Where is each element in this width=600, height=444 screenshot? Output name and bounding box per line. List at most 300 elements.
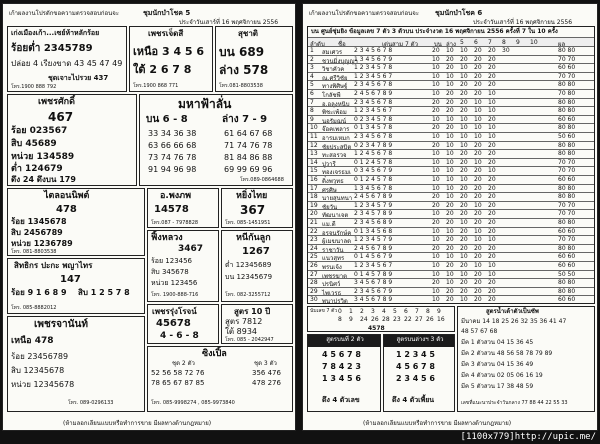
box-phone: โทร. 085-1451951	[225, 220, 271, 226]
table-cell: 20	[474, 141, 482, 149]
col-header: 6	[474, 39, 478, 46]
table-cell: 24	[310, 244, 318, 252]
table-cell: 10	[446, 193, 454, 201]
table-cell: 10	[474, 201, 482, 209]
table-cell: 10	[488, 262, 496, 269]
table-cell: ทางพิศิษฐ์	[322, 83, 348, 91]
box-line: สิบ 12345678	[11, 366, 65, 375]
box-title: หนีกันลูก	[236, 233, 271, 243]
formula-line: มีค 1 ตัวสวน 04 15 36 45	[461, 339, 534, 346]
box-finglaung	[147, 230, 219, 302]
box-title: ฟิ้งหลวง	[151, 233, 183, 243]
table-cell: 10	[474, 124, 482, 132]
box-line: สิบ 1 2 5 7 8	[78, 288, 130, 297]
table-cell: ทะสอรวจ	[322, 152, 347, 160]
formula-a-num: 1 3 4 5 6	[322, 374, 361, 383]
digit-cell: 1	[349, 308, 353, 315]
table-cell: 20	[488, 47, 496, 54]
table-cell: 1 2 3 4 5 6 7	[354, 72, 393, 80]
table-cell: 80 80	[558, 47, 576, 54]
left-page-footer: (ห้ามลอกเลียนแบบหรือทำการขาย มีผลทางด้านกฎหมาย)	[63, 420, 212, 427]
table-cell: อรจนรักษ์ค	[322, 229, 352, 237]
table-cell: 15	[310, 167, 318, 175]
table-cell: 20	[474, 47, 482, 54]
right-header-note: เก้าผลงานโปรดักขอความตรวจสอบก่อนจะ	[309, 10, 419, 17]
watermark-url[interactable]: [1100x779]http://upic.me/	[460, 432, 596, 442]
table-cell: 10	[432, 210, 440, 218]
box-line: 52 56 58 72 76	[151, 369, 205, 377]
table-cell: ทัฒนาเจต	[322, 212, 349, 220]
box-petchjanan	[7, 316, 145, 412]
formula-b-num: 1 2 3 4 5	[396, 350, 435, 359]
count-cell: 8	[338, 316, 342, 323]
table-cell: 20	[474, 287, 482, 295]
box-line: บน 689	[219, 45, 265, 59]
table-cell: 20	[460, 55, 468, 63]
count-cell: 28	[382, 316, 390, 323]
count-cell: 23	[393, 316, 401, 323]
table-cell: 10	[446, 81, 454, 89]
table-cell: 10	[474, 115, 482, 123]
box-mahafalan	[139, 94, 293, 186]
table-cell: 10	[432, 253, 440, 261]
table-cell: 70 70	[558, 210, 576, 218]
table-cell: ปรนิศว์	[322, 281, 341, 289]
table-cell: 10	[488, 124, 496, 132]
col-header: ลำดับ	[310, 41, 325, 47]
table-cell: 60 60	[558, 115, 576, 123]
count-cell: 26	[426, 316, 434, 323]
table-cell: 10	[474, 236, 482, 244]
box-line: 61 64 67 68	[224, 129, 273, 138]
count-cell: 9	[349, 316, 353, 323]
table-cell: 10	[460, 141, 468, 149]
table-cell: 10	[446, 227, 454, 235]
table-cell: 80 80	[558, 98, 576, 106]
table-cell: 10	[446, 270, 454, 278]
box-line: 356 476	[252, 369, 281, 377]
table-cell: 20	[446, 244, 454, 252]
table-cell: 10	[432, 262, 440, 269]
formula-b-title: สูตรบนล่างฯ 3 ตัว	[384, 335, 455, 347]
table-cell: 3	[310, 64, 314, 72]
table-cell: 10	[432, 176, 440, 183]
table-cell: 0 2 3 4 7 8 9	[354, 141, 393, 149]
bottom-bar	[0, 431, 600, 444]
table-cell: 10	[474, 98, 482, 106]
table-cell: 0 1 2 4 5 7 8	[354, 176, 393, 183]
box-phone: โทร. 082-3255712	[225, 292, 271, 298]
formula-a-box	[307, 334, 381, 412]
box-line: สิบ 2456789	[11, 228, 63, 237]
table-row	[308, 295, 594, 305]
table-cell: 2 3 4 5 6 7 8	[354, 133, 393, 140]
table-cell: 10	[460, 296, 468, 304]
box-line: 69 99 69 96	[224, 165, 273, 174]
table-cell: 80 80	[558, 184, 576, 192]
col-header: ผล	[558, 41, 566, 47]
box-line: บน 6 - 8	[146, 114, 188, 125]
box-line: เหนือ 478	[11, 336, 54, 346]
table-cell: พิชะเพ้อม	[322, 109, 347, 117]
formula-b-box	[383, 334, 455, 412]
table-cell: 4	[310, 72, 314, 80]
table-cell: 20	[446, 201, 454, 209]
formula-line: มีค 5 ตัวสวน 17 38 48 59	[461, 383, 534, 390]
table-cell: 10	[460, 72, 468, 80]
box-title: เพชรเจ็ดสี	[148, 29, 184, 38]
count-cell: 22	[404, 316, 412, 323]
table-cell: 10	[460, 64, 468, 72]
box-line: 73 74 76 78	[148, 153, 197, 162]
box-petchrungroj	[147, 304, 219, 344]
box-phone: โทร.081-8803538	[219, 83, 263, 89]
col-header: 10	[530, 39, 538, 46]
table-cell: 2 3 4 5 7 8 9	[354, 210, 393, 218]
table-cell: 10	[446, 115, 454, 123]
table-cell: 10	[446, 158, 454, 166]
digit-cell: 5	[393, 308, 397, 315]
table-cell: ราชาวัน	[322, 246, 344, 254]
table-cell: นายสุนทนา	[322, 195, 353, 203]
formula-title: สูตรน้ำเต้าตัวเป็นซัพ	[486, 308, 539, 315]
table-cell: 20	[488, 176, 496, 183]
formula-b-num: 2 3 4 5 6	[396, 374, 435, 383]
table-cell: 60 60	[558, 262, 576, 269]
table-cell: 10	[432, 55, 440, 63]
table-cell: 10	[460, 115, 468, 123]
table-cell: 2 4 5 6 7 8 9	[354, 90, 393, 97]
stats-table	[307, 26, 595, 304]
table-cell: 20	[460, 201, 468, 209]
table-cell: 2 3 4 5 6 7 8	[354, 98, 393, 106]
table-cell: ชัยวัน	[322, 203, 338, 211]
table-cell: 20	[460, 98, 468, 106]
col-header: เด่นสาม 7 ตัว	[382, 41, 418, 47]
table-cell: 20	[446, 262, 454, 269]
col-header: 5	[460, 39, 464, 46]
box-title: หยิ่งไทย	[236, 191, 268, 201]
table-cell: 10	[488, 270, 496, 278]
formula-a-title: สูตรบนที่ 2 ตัว	[308, 335, 381, 347]
table-cell: 2 4 5 6 7 8 9	[354, 244, 393, 252]
box-line: 45678	[156, 318, 191, 329]
box-line: 78 65 67 87 85	[151, 379, 205, 387]
table-cell: 20	[310, 210, 318, 218]
box-line: หน่วย 134589	[11, 152, 75, 162]
box-line: สิบ 45689	[11, 139, 57, 149]
box-line: ร้อย 9 1 6 8 9	[11, 288, 67, 297]
table-cell: 10	[460, 253, 468, 261]
table-cell: 80 80	[558, 141, 576, 149]
right-page-title: ชุมนักบำโชค 6	[435, 9, 483, 17]
box-line: 91 94 96 98	[148, 165, 197, 174]
table-cell: 60 60	[558, 253, 576, 261]
table-cell: 20	[474, 296, 482, 304]
digit-cell: 8	[426, 308, 430, 315]
table-cell: 20	[460, 150, 468, 158]
right-page-date: ประจำวันเสาร์ที่ 16 พฤศจิกายน 2556	[473, 19, 573, 26]
table-cell: 20	[488, 279, 496, 287]
box-line: ร้อย 023567	[11, 126, 68, 136]
table-cell: เพชรฆาต	[322, 272, 348, 280]
box-title: อ.พงภพ	[160, 191, 192, 201]
table-cell: 10	[474, 227, 482, 235]
box-line: หน่วย 123456	[151, 279, 198, 287]
table-cell: 2 3 4 5 6 7 8	[354, 47, 393, 54]
table-cell: 9	[310, 115, 314, 123]
table-cell: ศรศิษ	[322, 186, 337, 194]
table-cell: 10	[446, 253, 454, 261]
table-cell: 21	[310, 219, 318, 226]
table-cell: 10	[432, 150, 440, 158]
digit-cell: 3	[371, 308, 375, 315]
box-title: มหาฟ้าลั่น	[178, 97, 232, 111]
right-page-footer: (ห้ามลอกเลียนแบบหรือทำการขาย มีผลทางด้านกฎหมาย)	[363, 420, 512, 427]
table-cell: 0 1 4 5 7 8 9	[354, 270, 393, 278]
table-cell: 10	[446, 279, 454, 287]
box-line: 3467	[178, 244, 204, 254]
formula-line: มีนาคม 14 18 25 26 32 35 36 41 47	[461, 318, 567, 325]
table-cell: 20	[446, 236, 454, 244]
table-cell: อ.อลุงหนิบ	[322, 100, 350, 108]
table-cell: 10	[446, 47, 454, 54]
count-cell: 27	[415, 316, 423, 323]
table-cell: 80 80	[558, 279, 576, 287]
table-cell: 10	[432, 296, 440, 304]
digit-cell: 4	[382, 308, 386, 315]
table-cell: 10	[432, 158, 440, 166]
table-cell: 20	[474, 193, 482, 201]
table-cell: 60 60	[558, 64, 576, 72]
left-header-note: เก้าผลงานโปรดักขอความตรวจสอบก่อนจะ	[9, 10, 119, 17]
table-cell: ปูวารี	[322, 160, 336, 168]
formula-a-foot: ดึง 4 ตัวเลข	[322, 396, 360, 404]
table-cell: แม.ดี	[322, 221, 336, 228]
table-cell: 8	[310, 107, 314, 115]
table-cell: นอรัมฌน์	[322, 117, 347, 125]
table-cell: 1 3 4 5 6 7 8	[354, 184, 393, 192]
table-cell: 10	[460, 133, 468, 140]
box-phone: โทร. 089-0296133	[68, 400, 114, 406]
box-phone: โทร.1900 868 771	[133, 83, 179, 89]
table-cell: 20	[474, 184, 482, 192]
table-cell: 30	[502, 47, 510, 54]
table-cell: 20	[460, 158, 468, 166]
box-line: ปล่อย 4 เรียงขาด 43 45 47 49	[11, 59, 123, 68]
box-line: 14578	[154, 204, 189, 215]
table-cell: 2 3 4 5 6 8 9	[354, 219, 393, 226]
formula-foot: เลขที่แนะนาประจำวันกลาง 77 88 44 22 55 33	[461, 400, 568, 406]
table-cell: 70 70	[558, 72, 576, 80]
table-cell: 70 70	[558, 201, 576, 209]
table-cell: 3 4 5 6 7 8 9	[354, 279, 393, 287]
table-cell: 10	[460, 219, 468, 226]
table-cell: 20	[488, 150, 496, 158]
table-cell: 10	[446, 176, 454, 183]
table-cell: 10	[460, 47, 468, 54]
table-cell: 20	[488, 287, 496, 295]
table-cell: 20	[460, 227, 468, 235]
table-cell: พรนเจ้ง	[322, 264, 342, 271]
box-yingthai	[221, 188, 293, 228]
table-cell: 20	[432, 141, 440, 149]
box-sitthikorn	[7, 258, 145, 314]
table-cell: 20	[446, 55, 454, 63]
box-line: ดึง 24 ดึงบน 179	[11, 175, 76, 184]
box-phone: โทร. 085-8882012	[11, 305, 57, 311]
table-cell: 80 80	[558, 244, 576, 252]
table-cell: ไพเวรธ	[322, 289, 342, 297]
table-cell: 3 4 5 6 7 8 9	[354, 296, 393, 304]
table-cell: 1 2 3 4 5 6 7	[354, 262, 393, 269]
table-cell: 10	[432, 167, 440, 175]
table-cell: 20	[446, 64, 454, 72]
table-cell: 10	[488, 98, 496, 106]
table-cell: 60 60	[558, 176, 576, 183]
table-cell: 70 80	[558, 90, 576, 97]
table-cell: 20	[474, 55, 482, 63]
table-cell: 20	[474, 176, 482, 183]
table-cell: 20	[488, 158, 496, 166]
table-cell: 20	[488, 296, 496, 304]
table-cell: 20	[460, 210, 468, 218]
box-line: ใต้ 8934	[225, 327, 258, 336]
table-cell: 80 80	[558, 81, 576, 89]
box-line: ร้อย 1345678	[11, 217, 67, 226]
table-cell: 10	[432, 184, 440, 192]
box-line: ใต้ 2 6 7 8	[133, 63, 192, 76]
table-cell: ณ.ศรีวิชัย	[322, 74, 348, 82]
box-petchjedsee	[129, 26, 213, 92]
box-line: สูตร 7812	[225, 317, 263, 326]
table-cell: 20	[460, 184, 468, 192]
formula-b-num: 4 5 6 7 8	[396, 362, 435, 371]
digit-cell: 9	[437, 308, 441, 315]
box-line: ชุด 3 ตัว	[254, 360, 277, 367]
box-line: 4 - 6 - 8	[160, 331, 199, 341]
box-title: สิทธิกร ปะกะ พญาไทร	[14, 261, 93, 270]
box-line: ต่ำ 12345689	[225, 261, 272, 269]
table-cell: 20	[446, 210, 454, 218]
box-line: ชุดเจาะไปรวย 437	[48, 74, 109, 82]
table-cell: 1 3 4 5 6 7 9	[354, 55, 393, 63]
table-cell: 20	[474, 150, 482, 158]
left-page	[2, 3, 296, 431]
count-cell: 16	[437, 316, 445, 323]
col-header: 9	[516, 39, 520, 46]
table-cell: 20	[432, 279, 440, 287]
table-cell: 10	[432, 64, 440, 72]
box-line: ล่าง 7 - 9	[222, 114, 268, 125]
count-cell: 26	[371, 316, 379, 323]
box-line: 63 66 66 68	[148, 141, 197, 150]
box-line: 33 34 36 38	[148, 129, 197, 138]
table-cell: 10	[446, 72, 454, 80]
box-line: 367	[240, 203, 266, 217]
formula-b-foot: ดึง 4 ตัวเพี้ยน	[392, 396, 435, 404]
table-cell: 10	[432, 227, 440, 235]
table-cell: 10	[474, 133, 482, 140]
digit-count-box	[307, 306, 455, 332]
table-cell: 1 2 3 4 5 7 8	[354, 64, 393, 72]
box-line: 147	[60, 274, 81, 285]
table-cell: 10	[488, 133, 496, 140]
box-phonphop	[147, 188, 219, 228]
table-cell: 20	[488, 201, 496, 209]
digit-cell: 0	[338, 308, 342, 315]
table-cell: 10	[432, 72, 440, 80]
table-cell: 20	[432, 193, 440, 201]
box-petchsak	[7, 94, 137, 186]
box-line: 478	[56, 204, 77, 215]
right-page	[302, 3, 598, 431]
table-cell: 10	[432, 81, 440, 89]
table-cell: 20	[474, 167, 482, 175]
box-line: ชุด 2 ตัว	[172, 360, 195, 367]
box-title: เพชรจานันท์	[34, 319, 88, 330]
table-cell: 20	[446, 98, 454, 106]
table-cell: 20	[460, 244, 468, 252]
table-cell: 10	[460, 176, 468, 183]
formula-a-num: 7 8 4 2 3	[322, 362, 361, 371]
col-header: 8	[502, 39, 506, 46]
box-line: 81 84 86 88	[224, 153, 273, 162]
table-cell: 80 80	[558, 124, 576, 132]
table-cell: 10	[310, 124, 318, 132]
table-cell: 20	[446, 296, 454, 304]
table-cell: 20	[474, 279, 482, 287]
table-cell: 70 70	[558, 55, 576, 63]
table-cell: 10	[488, 107, 496, 115]
table-cell: 0 3 4 5 6 7 9	[354, 167, 393, 175]
digit-cell: 6	[404, 308, 408, 315]
table-cell: 60 60	[558, 296, 576, 304]
table-cell: 20	[460, 236, 468, 244]
table-cell: วิชาคัวค	[322, 66, 345, 74]
table-cell: 23	[310, 236, 318, 244]
table-cell: 20	[488, 55, 496, 63]
box-line: 467	[48, 110, 74, 124]
table-cell: 19	[310, 201, 318, 209]
table-title: บน ศูนย์ซุ่มยิง ข้อมูลเลข 7 ตัว 3 ตัวบน ประจำงวด 16 พฤศจิกายน 2556 ครั้งที่ 7 ใน 10 ครั้ง	[311, 28, 558, 35]
table-cell: 2 4 5 6 7 8 9	[354, 193, 393, 201]
box-title: สูตร 10 ปี	[234, 307, 271, 316]
table-cell: 20	[460, 287, 468, 295]
table-cell: อารมเหมก	[322, 135, 350, 142]
formula-line: มีค 3 ตัวสวน 04 15 36 49	[461, 361, 534, 368]
table-cell: 10	[446, 184, 454, 192]
table-cell: 11	[310, 133, 318, 140]
table-cell: 7	[310, 98, 314, 106]
table-cell: 26	[310, 262, 318, 269]
table-cell: 20	[488, 115, 496, 123]
table-cell: 20	[488, 253, 496, 261]
table-cell: 20	[460, 167, 468, 175]
formula-line: มีค 4 ตัวสวน 02 05 06 16 19	[461, 372, 543, 379]
table-cell: 20	[474, 253, 482, 261]
table-cell: 2 3 4 5 6 7 8	[354, 81, 393, 89]
table-cell: 28	[310, 279, 318, 287]
box-line: ต่ำ 124679	[11, 164, 63, 174]
table-cell: 10	[474, 262, 482, 269]
table-cell: 10	[432, 133, 440, 140]
box-phone: โทร.1900 888 792	[11, 84, 57, 90]
box-line: ร้อยต่ำ 2345789	[11, 43, 93, 54]
box-line: ร้อย 23456789	[11, 352, 69, 361]
table-cell: 80 80	[558, 107, 576, 115]
box-phone: โทร. 1900-888-716	[151, 292, 199, 298]
